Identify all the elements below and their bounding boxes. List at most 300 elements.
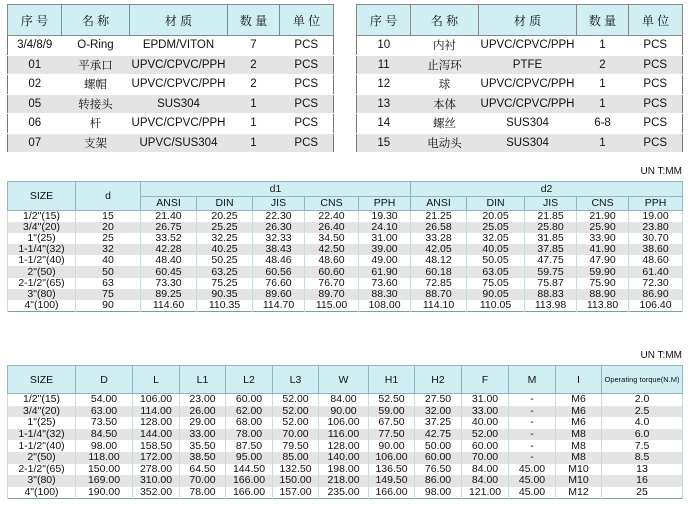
parts-row <box>8 114 334 134</box>
dimension-cell: 2.5 <box>602 406 683 418</box>
parts-row <box>357 114 683 134</box>
size-cell: 3/4"(20) <box>8 222 76 233</box>
subheader-din: DIN <box>467 196 525 211</box>
dimension-table <box>7 365 683 499</box>
parts-cell: 7 <box>228 36 280 56</box>
size-cell: 32.25 <box>197 233 253 244</box>
parts-cell: 内衬 <box>411 36 479 56</box>
dimension-cell: 33.00 <box>462 406 509 418</box>
size-cell: 1"(25) <box>8 233 76 244</box>
parts-cell: 06 <box>8 114 62 134</box>
unit-label: UN T:MM <box>640 350 682 361</box>
dimension-cell: M12 <box>556 487 602 499</box>
dimension-cell: 84.00 <box>319 394 369 406</box>
parts-cell: PCS <box>280 55 334 75</box>
dimension-cell: 2-1/2"(65) <box>8 464 76 476</box>
dimension-cell: 37.25 <box>415 417 462 429</box>
dimension-cell: 62.00 <box>226 406 273 418</box>
parts-cell: PCS <box>280 36 334 56</box>
dimension-cell: 78.00 <box>180 487 226 499</box>
size-row <box>8 266 683 277</box>
dimension-cell: 7.5 <box>602 440 683 452</box>
size-cell: 26.30 <box>253 222 305 233</box>
size-cell: 1-1/2"(40) <box>8 255 76 266</box>
dimension-cell: M6 <box>556 394 602 406</box>
dimension-cell: 52.00 <box>273 417 319 429</box>
parts-cell: 转接头 <box>62 94 130 114</box>
size-cell: 88.70 <box>411 289 467 300</box>
size-cell: 22.30 <box>253 211 305 223</box>
size-cell: 21.90 <box>577 211 629 223</box>
size-cell: 33.52 <box>141 233 197 244</box>
dimension-cell: 73.50 <box>76 417 133 429</box>
size-cell: 40.05 <box>467 244 525 255</box>
dimension-cell: - <box>509 406 556 418</box>
header-material: 材 质 <box>479 5 577 36</box>
parts-cell: 11 <box>357 55 411 75</box>
size-cell: 72.30 <box>629 278 683 289</box>
size-cell: 42.50 <box>305 244 359 255</box>
size-cell: 110.05 <box>467 300 525 312</box>
size-cell: 32.33 <box>253 233 305 244</box>
dimension-cell: 50.00 <box>415 440 462 452</box>
parts-cell: 螺帽 <box>62 75 130 95</box>
size-cell: 25.25 <box>197 222 253 233</box>
subheader-cns: CNS <box>305 196 359 211</box>
dimension-cell: 144.00 <box>133 429 180 441</box>
size-cell: 61.90 <box>359 266 411 277</box>
size-cell: 26.58 <box>411 222 467 233</box>
size-cell: 25.90 <box>577 222 629 233</box>
parts-cell: PCS <box>280 94 334 114</box>
parts-cell: PCS <box>280 133 334 153</box>
parts-cell: UPVC/CPVC/PPH <box>130 55 228 75</box>
dimension-cell: 54.00 <box>76 394 133 406</box>
size-cell: 90.05 <box>467 289 525 300</box>
dim-header-cell: L2 <box>226 366 273 394</box>
size-cell: 1-1/4"(32) <box>8 244 76 255</box>
dimension-cell: 45.00 <box>509 464 556 476</box>
size-cell: 47.90 <box>577 255 629 266</box>
size-cell: 47.75 <box>525 255 577 266</box>
dim-header-cell: L <box>133 366 180 394</box>
parts-header-row <box>8 5 334 36</box>
dimension-cell: 42.75 <box>415 429 462 441</box>
size-cell: 90.35 <box>197 289 253 300</box>
size-cell: 48.12 <box>411 255 467 266</box>
parts-cell: 14 <box>357 114 411 134</box>
parts-cell: SUS304 <box>130 94 228 114</box>
dimension-row <box>8 394 683 406</box>
dimension-cell: 60.00 <box>462 440 509 452</box>
size-cell: 110.35 <box>197 300 253 312</box>
parts-cell: 止泻环 <box>411 55 479 75</box>
size-cell: 26.75 <box>141 222 197 233</box>
dimension-cell: 70.00 <box>273 429 319 441</box>
size-cell: 21.85 <box>525 211 577 223</box>
size-cell: 39.00 <box>359 244 411 255</box>
dimension-cell: 70.00 <box>180 475 226 487</box>
size-cell: 63.25 <box>197 266 253 277</box>
dimension-cell: 90.00 <box>319 406 369 418</box>
dimension-cell: 98.00 <box>76 440 133 452</box>
dimension-cell: 40.00 <box>462 417 509 429</box>
size-cell: 75.87 <box>525 278 577 289</box>
dimension-cell: - <box>509 452 556 464</box>
dimension-cell: 33.00 <box>180 429 226 441</box>
dimension-cell: 60.00 <box>226 394 273 406</box>
size-cell: 48.46 <box>253 255 305 266</box>
dimension-cell: M6 <box>556 406 602 418</box>
parts-cell: 12 <box>357 75 411 95</box>
size-cell: 38.60 <box>629 244 683 255</box>
dimension-cell: M6 <box>556 417 602 429</box>
dimension-cell: 150.00 <box>76 464 133 476</box>
dim-header-cell: Operating torque(N.M) <box>602 366 683 394</box>
parts-cell: EPDM/VITON <box>130 36 228 56</box>
dimension-cell: - <box>509 417 556 429</box>
size-cell: 63 <box>76 278 141 289</box>
dim-header-cell: H2 <box>415 366 462 394</box>
dimension-cell: 84.00 <box>462 475 509 487</box>
parts-cell: 1 <box>228 133 280 153</box>
dimension-cell: 166.00 <box>369 487 415 499</box>
parts-cell: PCS <box>629 55 683 75</box>
size-cell: 40 <box>76 255 141 266</box>
parts-cell: UPVC/CPVC/PPH <box>130 75 228 95</box>
size-table <box>7 181 683 312</box>
dimension-cell: 144.50 <box>226 464 273 476</box>
size-cell: 76.70 <box>305 278 359 289</box>
dimension-cell: 4.0 <box>602 417 683 429</box>
dimension-cell: 60.00 <box>415 452 462 464</box>
size-cell: 15 <box>76 211 141 223</box>
parts-row <box>357 36 683 56</box>
parts-cell: SUS304 <box>479 133 577 153</box>
dimension-cell: 198.00 <box>319 464 369 476</box>
dimension-cell: 59.00 <box>369 406 415 418</box>
dimension-cell: 128.00 <box>319 440 369 452</box>
parts-cell: O-Ring <box>62 36 130 56</box>
parts-cell: 15 <box>357 133 411 153</box>
parts-cell: 1 <box>577 36 629 56</box>
dimension-cell: 278.00 <box>133 464 180 476</box>
size-cell: 89.60 <box>253 289 305 300</box>
size-cell: 89.25 <box>141 289 197 300</box>
parts-row <box>357 133 683 153</box>
size-cell: 61.40 <box>629 266 683 277</box>
dimension-cell: M8 <box>556 429 602 441</box>
header-name: 名 称 <box>62 5 130 36</box>
size-cell: 19.30 <box>359 211 411 223</box>
size-cell: 75.05 <box>467 278 525 289</box>
dimension-cell: 76.50 <box>415 464 462 476</box>
parts-cell: PCS <box>629 114 683 134</box>
dimension-cell: 114.00 <box>133 406 180 418</box>
size-cell: 25.05 <box>467 222 525 233</box>
size-cell: 21.25 <box>411 211 467 223</box>
parts-cell: 2 <box>228 75 280 95</box>
size-cell: 2-1/2"(65) <box>8 278 76 289</box>
dimension-cell: 106.00 <box>133 394 180 406</box>
size-cell: 59.75 <box>525 266 577 277</box>
parts-header-row <box>357 5 683 36</box>
size-cell: 60.45 <box>141 266 197 277</box>
subheader-ansi: ANSI <box>141 196 197 211</box>
parts-row <box>8 36 334 56</box>
parts-cell: 2 <box>228 55 280 75</box>
parts-cell: 07 <box>8 133 62 153</box>
size-row <box>8 255 683 266</box>
size-cell: 113.80 <box>577 300 629 312</box>
size-cell: 60.56 <box>253 266 305 277</box>
size-cell: 89.70 <box>305 289 359 300</box>
dimension-cell: 63.00 <box>76 406 133 418</box>
subheader-pph: PPH <box>629 196 683 211</box>
size-cell: 30.70 <box>629 233 683 244</box>
size-cell: 20 <box>76 222 141 233</box>
dimension-cell: 52.00 <box>273 394 319 406</box>
header-d1: d1 <box>141 182 411 197</box>
dimension-cell: 86.00 <box>415 475 462 487</box>
size-cell: 108.00 <box>359 300 411 312</box>
subheader-din: DIN <box>197 196 253 211</box>
size-cell: 88.90 <box>577 289 629 300</box>
unit-label: UN T:MM <box>640 166 682 177</box>
size-cell: 115.00 <box>305 300 359 312</box>
dimension-cell: 98.00 <box>415 487 462 499</box>
size-cell: 88.83 <box>525 289 577 300</box>
dimension-cell: 95.00 <box>226 452 273 464</box>
dimension-cell: 158.50 <box>133 440 180 452</box>
size-cell: 75.90 <box>577 278 629 289</box>
dimension-cell: 52.50 <box>369 394 415 406</box>
size-row <box>8 222 683 233</box>
header-qty: 数 量 <box>577 5 629 36</box>
parts-cell: 2 <box>577 55 629 75</box>
size-row <box>8 289 683 300</box>
dimension-row <box>8 417 683 429</box>
size-cell: 60.18 <box>411 266 467 277</box>
size-cell: 34.50 <box>305 233 359 244</box>
header-seq: 序 号 <box>357 5 411 36</box>
size-cell: 2"(50) <box>8 266 76 277</box>
parts-cell: 01 <box>8 55 62 75</box>
parts-cell: PTFE <box>479 55 577 75</box>
parts-row <box>8 94 334 114</box>
dimension-cell: 29.00 <box>180 417 226 429</box>
header-d: d <box>76 182 141 211</box>
dimension-cell: 6.0 <box>602 429 683 441</box>
dimension-cell: 64.50 <box>180 464 226 476</box>
size-cell: 86.90 <box>629 289 683 300</box>
dimension-cell: 132.50 <box>273 464 319 476</box>
size-cell: 42.28 <box>141 244 197 255</box>
size-cell: 20.05 <box>467 211 525 223</box>
header-d2: d2 <box>411 182 683 197</box>
header-name: 名 称 <box>411 5 479 36</box>
dimension-cell: 38.50 <box>180 452 226 464</box>
size-cell: 25.80 <box>525 222 577 233</box>
size-cell: 49.00 <box>359 255 411 266</box>
header-unit: 单 位 <box>280 5 334 36</box>
size-cell: 31.85 <box>525 233 577 244</box>
subheader-pph: PPH <box>359 196 411 211</box>
size-cell: 73.30 <box>141 278 197 289</box>
size-cell: 38.43 <box>253 244 305 255</box>
dimension-cell: 121.00 <box>462 487 509 499</box>
dimension-cell: 1"(25) <box>8 417 76 429</box>
parts-table-right <box>356 4 683 153</box>
size-row <box>8 300 683 312</box>
dimension-cell: 128.00 <box>133 417 180 429</box>
dimension-cell: 118.00 <box>76 452 133 464</box>
dimension-cell: 140.00 <box>319 452 369 464</box>
parts-cell: 1 <box>228 114 280 134</box>
parts-cell: 1 <box>577 94 629 114</box>
size-cell: 32 <box>76 244 141 255</box>
parts-row <box>357 75 683 95</box>
dimension-cell: 136.50 <box>369 464 415 476</box>
dimension-cell: 84.00 <box>462 464 509 476</box>
subheader-ansi: ANSI <box>411 196 467 211</box>
dim-header-cell: SIZE <box>8 366 76 394</box>
dim-header-cell: F <box>462 366 509 394</box>
dimension-cell: 79.50 <box>273 440 319 452</box>
parts-cell: UPVC/CPVC/PPH <box>479 75 577 95</box>
dimension-cell: 78.00 <box>226 429 273 441</box>
dimension-cell: 166.00 <box>226 475 273 487</box>
header-size: SIZE <box>8 182 76 211</box>
parts-cell: 1 <box>228 94 280 114</box>
dimension-cell: 235.00 <box>319 487 369 499</box>
dim-header-cell: L1 <box>180 366 226 394</box>
dimension-cell: 169.00 <box>76 475 133 487</box>
parts-cell: PCS <box>629 133 683 153</box>
size-cell: 4"(100) <box>8 300 76 312</box>
dimension-cell: 2.0 <box>602 394 683 406</box>
dimension-cell: 218.00 <box>319 475 369 487</box>
size-cell: 113.98 <box>525 300 577 312</box>
dimension-row <box>8 406 683 418</box>
dimension-cell: 67.50 <box>369 417 415 429</box>
size-cell: 19.00 <box>629 211 683 223</box>
dimension-cell: 157.00 <box>273 487 319 499</box>
size-cell: 21.40 <box>141 211 197 223</box>
size-row <box>8 244 683 255</box>
size-cell: 33.90 <box>577 233 629 244</box>
size-cell: 114.60 <box>141 300 197 312</box>
parts-cell: 支架 <box>62 133 130 153</box>
header-qty: 数 量 <box>228 5 280 36</box>
dimension-cell: M10 <box>556 475 602 487</box>
size-cell: 23.80 <box>629 222 683 233</box>
dimension-cell: M8 <box>556 440 602 452</box>
size-cell: 63.05 <box>467 266 525 277</box>
parts-cell: 球 <box>411 75 479 95</box>
parts-cell: 平承口 <box>62 55 130 75</box>
size-cell: 106.40 <box>629 300 683 312</box>
dimension-cell: 70.00 <box>462 452 509 464</box>
header-unit: 单 位 <box>629 5 683 36</box>
subheader-jis: JIS <box>525 196 577 211</box>
dimension-cell: 106.00 <box>319 417 369 429</box>
size-cell: 90 <box>76 300 141 312</box>
dimension-row <box>8 452 683 464</box>
size-cell: 37.85 <box>525 244 577 255</box>
size-row <box>8 211 683 223</box>
parts-cell: UPVC/CPVC/PPH <box>479 36 577 56</box>
parts-cell: 1 <box>577 75 629 95</box>
parts-cell: UPVC/SUS304 <box>130 133 228 153</box>
dimension-cell: 52.00 <box>462 429 509 441</box>
size-cell: 114.70 <box>253 300 305 312</box>
dimension-cell: 150.00 <box>273 475 319 487</box>
dimension-row <box>8 464 683 476</box>
dimension-cell: 8.5 <box>602 452 683 464</box>
size-cell: 75.25 <box>197 278 253 289</box>
size-cell: 48.60 <box>629 255 683 266</box>
parts-table-left <box>7 4 334 153</box>
size-cell: 3"(80) <box>8 289 76 300</box>
size-cell: 42.05 <box>411 244 467 255</box>
dimension-cell: - <box>509 440 556 452</box>
dimension-header-row <box>8 366 683 394</box>
parts-row <box>357 55 683 75</box>
dim-header-cell: L3 <box>273 366 319 394</box>
header-seq: 序 号 <box>8 5 62 36</box>
dimension-cell: 85.00 <box>273 452 319 464</box>
dimension-cell: 352.00 <box>133 487 180 499</box>
dimension-cell: 166.00 <box>226 487 273 499</box>
subheader-cns: CNS <box>577 196 629 211</box>
size-cell: 20.25 <box>197 211 253 223</box>
dim-header-cell: H1 <box>369 366 415 394</box>
parts-cell: 10 <box>357 36 411 56</box>
size-cell: 50 <box>76 266 141 277</box>
size-cell: 31.00 <box>359 233 411 244</box>
size-cell: 1/2"(15) <box>8 211 76 223</box>
size-header-row <box>8 182 683 197</box>
dimension-cell: - <box>509 429 556 441</box>
size-cell: 76.60 <box>253 278 305 289</box>
size-cell: 73.60 <box>359 278 411 289</box>
parts-cell: 杆 <box>62 114 130 134</box>
dimension-cell: 27.50 <box>415 394 462 406</box>
dimension-cell: 106.00 <box>369 452 415 464</box>
dimension-cell: M8 <box>556 452 602 464</box>
size-cell: 24.10 <box>359 222 411 233</box>
parts-cell: SUS304 <box>479 114 577 134</box>
dimension-cell: 13 <box>602 464 683 476</box>
dimension-cell: 26.00 <box>180 406 226 418</box>
dimension-cell: 25 <box>602 487 683 499</box>
parts-cell: PCS <box>280 114 334 134</box>
dimension-cell: 23.00 <box>180 394 226 406</box>
dimension-cell: 3"(80) <box>8 475 76 487</box>
dimension-cell: 16 <box>602 475 683 487</box>
parts-row <box>8 75 334 95</box>
parts-cell: UPVC/CPVC/PPH <box>479 94 577 114</box>
parts-cell: 1 <box>577 133 629 153</box>
parts-cell: 13 <box>357 94 411 114</box>
size-cell: 40.25 <box>197 244 253 255</box>
header-material: 材 质 <box>130 5 228 36</box>
dim-header-cell: I <box>556 366 602 394</box>
size-cell: 72.85 <box>411 278 467 289</box>
dimension-cell: 90.00 <box>369 440 415 452</box>
dimension-cell: 84.50 <box>76 429 133 441</box>
